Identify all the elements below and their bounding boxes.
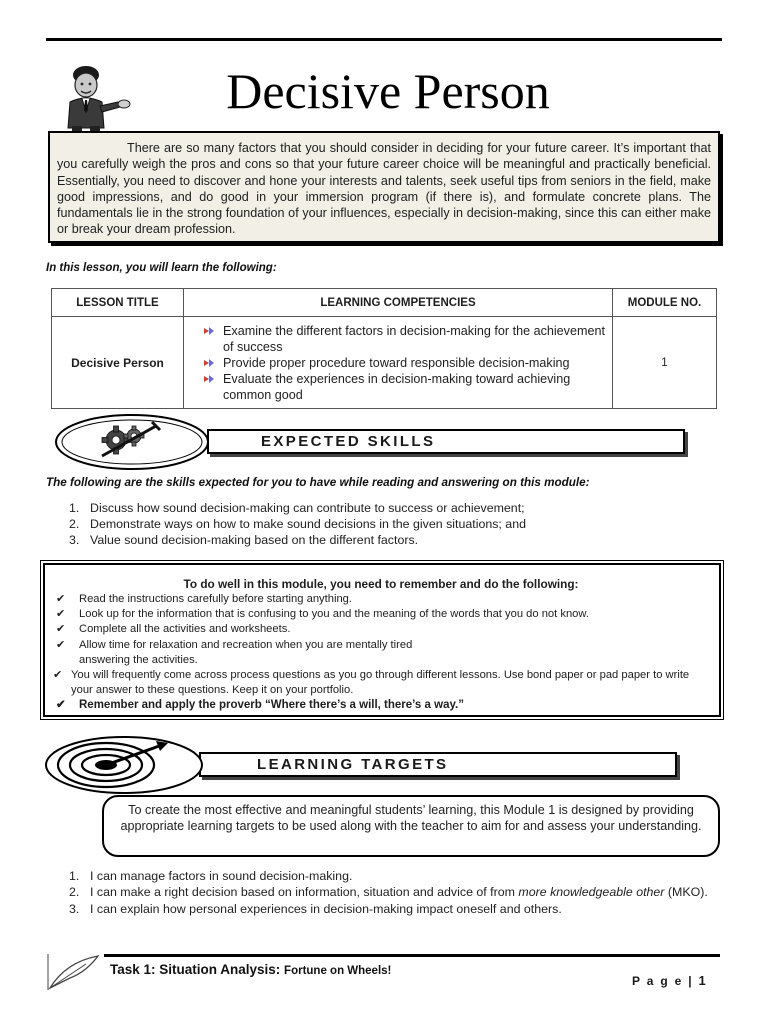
expected-skills-banner <box>52 412 642 472</box>
cell-module-no: 1 <box>613 317 717 409</box>
competency-table <box>51 288 717 409</box>
learning-targets-banner <box>44 735 642 795</box>
page-title: Decisive Person <box>226 63 550 119</box>
reminder-list <box>55 592 707 714</box>
reminder-heading: To do well in this module, you need to remember and do the following: <box>183 577 579 591</box>
target-badge-icon <box>44 735 204 795</box>
list-item: 3. Value sound decision-making based on the different factors. <box>69 533 419 547</box>
page-number: P a g e | 1 <box>632 973 708 988</box>
arrow-bullet-icon <box>203 325 215 337</box>
cell-competencies <box>184 317 613 409</box>
bottom-rule <box>104 954 720 957</box>
skills-intro: The following are the skills expected for you to have while reading and answering on this module: <box>46 476 590 489</box>
reminder-box <box>40 560 724 720</box>
skills-list <box>46 500 686 548</box>
competency-item: Provide proper procedure toward responsible decision-making <box>203 355 605 371</box>
header-lesson-title: LESSON TITLE <box>52 289 184 317</box>
task-label: Task 1: Situation Analysis: Fortune on Wheels! <box>110 962 392 977</box>
check-icon: ✔ <box>56 638 66 651</box>
check-icon: ✔ <box>56 699 66 712</box>
lesson-intro: In this lesson, you will learn the following: <box>46 262 277 274</box>
list-item: ✔ Read the instructions carefully before starting anything. <box>55 592 707 607</box>
feather-quill-icon <box>46 952 102 992</box>
task-subtitle: Fortune on Wheels! <box>284 965 392 977</box>
list-item: 2. Demonstrate ways on how to make sound decisions in the given situations; and <box>69 517 526 531</box>
competency-item: Evaluate the experiences in decision-making toward achieving common good <box>203 371 605 403</box>
list-item: 1. Discuss how sound decision-making can contribute to success or achievement; <box>69 501 525 515</box>
targets-box: To create the most effective and meaningful students’ learning, this Module 1 is designed by providing appropriate learning targets to be used along with the teacher to aim for and assess your understanding. <box>102 795 720 857</box>
check-icon: ✔ <box>56 623 66 636</box>
arrow-bullet-icon <box>203 373 215 385</box>
intro-box <box>48 131 720 243</box>
list-item: 3. I can explain how personal experiences in decision-making impact oneself and others. <box>69 901 562 916</box>
list-item: ✔ Remember and apply the proverb “Where there’s a will, there’s a way.” <box>55 698 707 713</box>
learning-targets-heading: LEARNING TARGETS <box>199 752 677 777</box>
arrow-bullet-icon <box>203 357 215 369</box>
list-item: ✔ Look up for the information that is confusing to you and the meaning of the words that you do not know. <box>55 607 707 622</box>
cell-lesson-title: Decisive Person <box>52 317 184 409</box>
expected-skills-heading: EXPECTED SKILLS <box>207 429 685 454</box>
intro-text: There are so many factors that you should consider in deciding for your future career. It’s important that you carefully weigh the pros and cons so that your future career choice will be meaningful and practically beneficial. Essentially, you need to discover and hone your interests and talents, seek useful tips from seniors in the field, make good impressions, and do good in your immersion program (if there is), and formulate concrete plans. The fundamentals lie in the strong foundation of your influences, especially in decision-making, since this can either make or break your dream profession. <box>57 141 711 237</box>
table-header-row <box>52 289 717 317</box>
check-icon: ✔ <box>56 593 66 605</box>
check-icon: ✔ <box>56 608 66 621</box>
header-competencies: LEARNING COMPETENCIES <box>184 289 613 317</box>
competency-item: Examine the different factors in decision-making for the achievement of success <box>203 323 605 355</box>
table-row <box>52 317 717 409</box>
check-icon: ✔ <box>53 669 63 682</box>
list-item: ✔ Allow time for relaxation and recreation when you are mentally tired answering the activities. <box>56 638 413 666</box>
list-item: ✔ You will frequently come across process questions as you go through different lessons. Use bond paper or pad paper to write your answer to these questions. Keep it on your portfolio. <box>53 669 690 697</box>
list-item: 2. I can make a right decision based on information, situation and advice of from more knowledgeable other (MKO). <box>69 885 708 900</box>
header-module-no: MODULE NO. <box>613 289 717 317</box>
list-item: 1. I can manage factors in sound decision-making. <box>69 869 353 883</box>
top-rule <box>46 38 722 41</box>
gears-badge-icon <box>52 412 212 472</box>
list-item: ✔ Complete all the activities and worksheets. <box>55 622 707 637</box>
targets-list <box>46 868 722 917</box>
